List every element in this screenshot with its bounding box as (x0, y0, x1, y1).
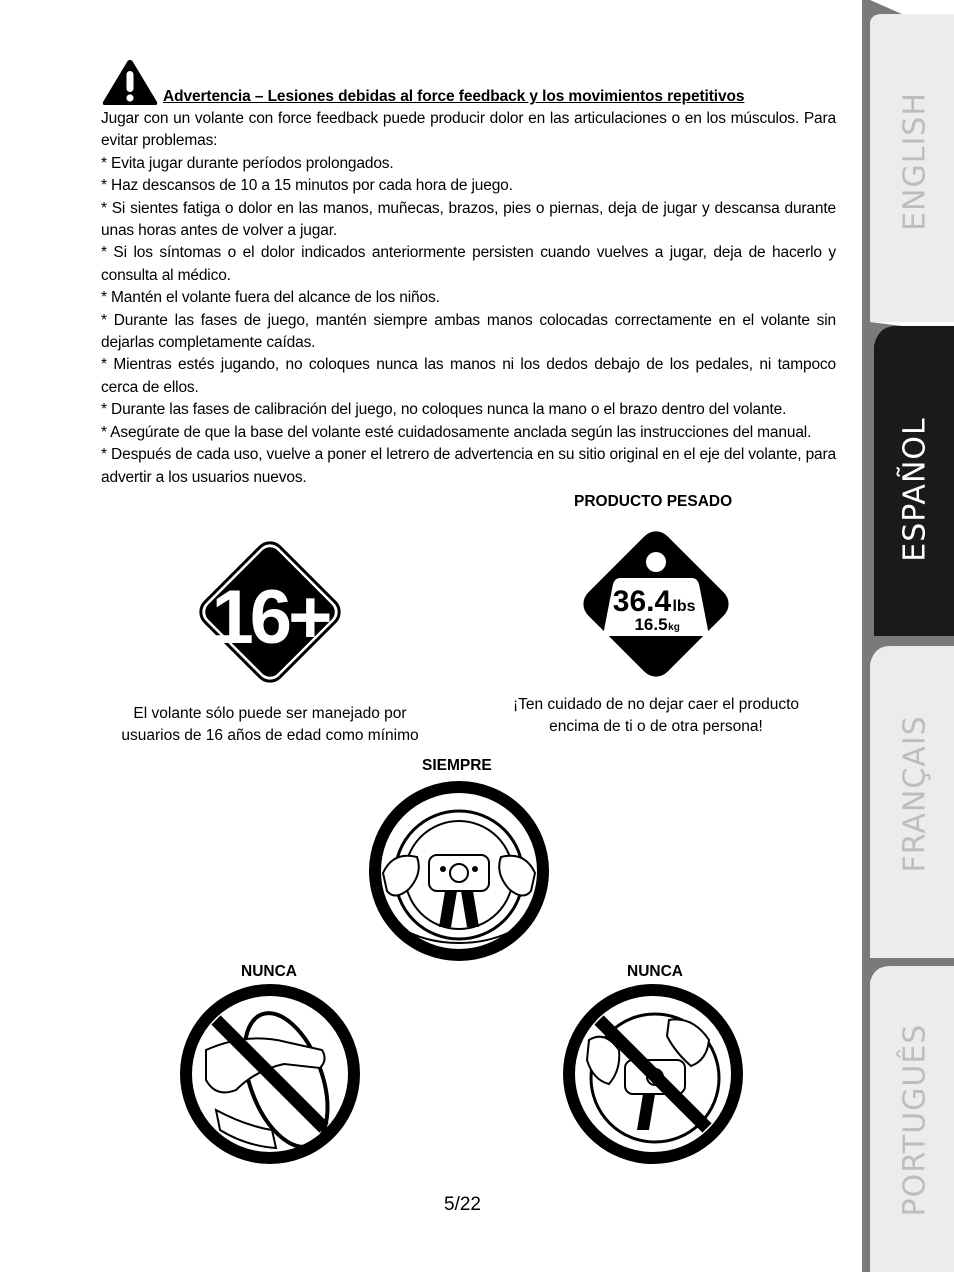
never-right-label: NUNCA (627, 963, 683, 980)
warning-triangle-icon (101, 58, 159, 106)
weight-lbs-value: 36.4 (612, 585, 672, 618)
tab-francais[interactable]: FRANÇAIS (897, 715, 933, 873)
warning-item: * Si los síntomas o el dolor indicados anteriormente persisten cuando vuelves a jugar, deja de hacerlo y consulta al médico. (101, 244, 836, 284)
never-left-label: NUNCA (241, 963, 297, 980)
correct-hands-on-wheel-icon (365, 777, 553, 965)
warning-item: * Después de cada uso, vuelve a poner el letrero de advertencia en su sitio original en el eje del volante, para advertir a los usuarios nuevos. (101, 446, 836, 486)
warning-item: * Mientras estés jugando, no coloques nunca las manos ni los dedos debajo de los pedales, ni tampoco cerca de ellos. (101, 356, 836, 396)
tab-portugues[interactable]: PORTUGUÊS (897, 1023, 933, 1217)
age-16-plus-icon (188, 530, 352, 694)
age-badge-text: 16+ (211, 575, 329, 660)
tab-espanol[interactable]: ESPAÑOL (897, 417, 933, 562)
warning-item: * Mantén el volante fuera del alcance de los niños. (101, 289, 440, 307)
warning-item: * Evita jugar durante períodos prolongados. (101, 154, 394, 172)
always-label: SIEMPRE (422, 757, 492, 774)
language-tabs (862, 0, 954, 1272)
weight-caption-line: ¡Ten cuidado de no dejar caer el producto (512, 696, 800, 713)
warning-item: * Asegúrate de que la base del volante esté cuidadosamente anclada según las instrucciones del manual. (101, 423, 812, 441)
tab-english[interactable]: ENGLISH (897, 92, 933, 231)
warning-item: * Durante las fases de calibración del juego, no coloques nunca la mano o el brazo dentro del volante. (101, 401, 787, 419)
warning-item: * Si sientes fatiga o dolor en las manos, muñecas, brazos, pies o piernas, deja de jugar y descansa durante unas horas antes de volver a jugar. (101, 199, 836, 240)
age-caption-line: El volante sólo puede ser manejado por (133, 705, 407, 722)
warning-item: * Durante las fases de juego, mantén siempre ambas manos colocadas correctamente en el volante sin dejarlas completamente caídas. (101, 311, 836, 352)
warning-section (101, 58, 836, 489)
warning-item: * Haz descansos de 10 a 15 minutos por cada hora de juego. (101, 177, 513, 195)
heavy-product-label: PRODUCTO PESADO (574, 493, 733, 510)
never-hands-inside-wheel-icon (559, 980, 747, 1168)
warning-header (101, 58, 836, 108)
warning-title: Advertencia – Lesiones debidas al force feedback y los movimientos repetitivos (163, 88, 745, 105)
page-number: 5/22 (444, 1194, 481, 1215)
age-caption (108, 703, 432, 747)
never-arms-through-wheel-icon (176, 980, 364, 1168)
weight-caption-line: encima de ti o de otra persona! (549, 718, 763, 735)
age-caption-line: usuarios de 16 años de edad como mínimo (121, 727, 419, 744)
heavy-weight-icon (570, 518, 742, 690)
weight-kg-unit: kg (668, 622, 680, 633)
weight-lbs-unit: lbs (672, 598, 696, 615)
weight-caption (490, 694, 822, 738)
weight-kg-value: 16.5 (634, 615, 668, 634)
warning-intro: Jugar con un volante con force feedback puede producir dolor en las articulaciones o en los músculos. Para evitar problemas: (101, 110, 836, 150)
